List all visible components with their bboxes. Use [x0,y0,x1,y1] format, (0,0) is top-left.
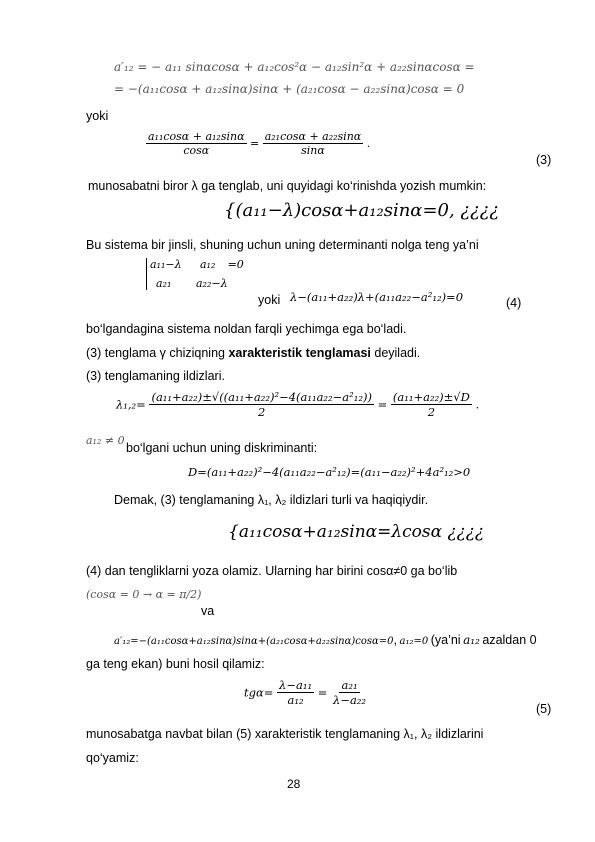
det-r1c1: a₁₁−λ [150,258,182,271]
paragraph-ildizlari: (3) tenglamaning ildizlari. [86,369,225,383]
system-of-equations-2: {a₁₁cosα+a₁₂sinα=λcosα ¿¿¿¿ [228,522,484,542]
eq3-rhs-denominator: sinα [301,144,325,157]
text-part: chiziqning [165,346,229,360]
tg-numerator-2: a₂₁ [341,678,358,692]
a12-symbol: a₁₂ [463,633,480,647]
paragraph-demak: Demak, (3) tenglamaning λ₁, λ₂ ildizlari turli va haqiqiydir. [114,493,429,507]
equation-discriminant: D=(a₁₁+a₂₂)²−4(a₁₁a₂₂−a²₁₂)=(a₁₁−a₂₂)²+4a²₁₂>0 [188,465,471,479]
eq3-lhs-fraction [146,130,247,157]
equation-number-3: (3) [536,153,552,167]
paragraph-munosabatga: munosabatga navbat bilan (5) xarakteristik tenglamaning λ₁, λ₂ ildizlarini [86,727,484,741]
lambda-lhs: λ₁,₂= [116,397,146,412]
equation-a12-prime: a′₁₂=−(a₁₁cosα+a₁₂sinα)sinα+(a₂₁cosα+a₂₂sinα)cosα=0 [114,636,394,647]
eq3-rhs-numerator: a₂₁cosα + a₂₂sinα [264,130,362,143]
tg-lhs: tgα= [244,685,274,700]
system-of-equations-1: {(a₁₁−λ)cosα+a₁₂sinα=0, ¿¿¿¿ [224,200,500,221]
lambda-fraction-1 [149,390,373,419]
gamma-symbol: γ [159,346,166,360]
paragraph-munosabatni: munosabatni biror λ ga tenglab, uni quyidagi ko‘rinishda yozish mumkin: [88,179,487,193]
tg-denominator-2: λ−a₂₂ [333,693,367,707]
va-text: va [201,604,215,618]
det-equals-zero: =0 [227,258,244,271]
page-number: 28 [287,777,301,791]
equation-top-line-1: a′₁₂ = − a₁₁ sinαcosα + a₁₂cos²α − a₁₂sin²α + a₂₂sinαcosα = [114,60,475,74]
det-r2c1: a₂₁ [156,277,172,290]
paragraph-qoyamiz: qo‘yamiz: [86,751,139,765]
eq3-lhs-numerator: a₁₁cosα + a₁₂sinα [148,130,245,143]
comma: , [393,633,397,647]
determinant-matrix [146,258,228,290]
det-r1c2: a₁₂ [200,258,216,271]
eq3-rhs-fraction [263,130,364,157]
equation-top-line-2: = −(a₁₁cosα + a₁₂sinα)sinα + (a₂₁cosα − a₂₂sinα)cosα = 0 [114,82,465,96]
paragraph-bolgandagina: bo‘lgandagina sistema noldan farqli yechimga ega bo‘ladi. [86,322,407,336]
term-xarakteristik-tenglamasi: xarakteristik tenglamasi [228,346,371,360]
paragraph-ga-teng: ga teng ekan) buni hosil qilamiz: [86,657,265,671]
eq3-lhs-denominator: cosα [183,144,210,157]
equation-number-5: (5) [536,702,552,716]
tg-denominator-1: a₁₂ [287,693,304,707]
lambda-period: . [475,397,480,412]
lambda-denominator-1: 2 [258,405,266,419]
text-part: deyiladi. [370,346,421,360]
yani-text: (ya’ni [430,633,461,647]
determinant [146,258,244,290]
lambda-numerator-1: (a₁₁+a₂₂)±√((a₁₁+a₂₂)²−4(a₁₁a₂₂−a²₁₂)) [151,390,372,404]
a12-equals-zero: a₁₂=0 [399,636,429,647]
lambda-equals: = [377,397,388,412]
lambda-formula [116,390,479,419]
tg-fraction-1 [277,678,314,707]
yoki-text-2: yoki [258,293,281,307]
cos-condition: (cosα = 0 → α = π/2) [86,588,202,601]
azaldan-text: azaldan 0 [482,633,537,647]
tg-fraction-2 [331,678,368,707]
paragraph-xarakteristik [86,346,420,360]
lambda-fraction-2 [391,390,472,419]
lambda-numerator-2: (a₁₁+a₂₂)±√D [392,390,470,404]
paragraph-diskriminant: bo‘lgani uchun uning diskriminanti: [126,441,318,455]
equation-4: λ−(a₁₁+a₂₂)λ+(a₁₁a₂₂−a²₁₂)=0 [290,290,464,304]
tg-equals: = [317,685,328,700]
equation-5 [244,678,368,707]
lambda-denominator-2: 2 [427,405,436,419]
tg-numerator-1: λ−a₁₁ [279,678,313,692]
equation-a12-prime-line [114,633,537,647]
a12-neq-zero: a₁₂ ≠ 0 [86,434,125,447]
text-part: (3) tenglama [86,346,160,360]
paragraph-4-dan: (4) dan tengliklarni yoza olamiz. Ularning har birini cosα≠0 ga bo‘lib [86,564,458,578]
equation-number-4: (4) [506,296,522,310]
yoki-text: yoki [86,109,109,123]
equation-3: $\frac{\text{a₁₁cosα + a₁₂sinα}}{\cos\alpha}$ = $\frac{\text{a₂₁cosα + a₂₂sinα}}{\sin\alpha}$ . [148,130,371,157]
paragraph-bu-sistema: Bu sistema bir jinsli, shuning uchun uning determinanti nolga teng ya’ni [86,238,479,252]
det-r2c2: a₂₂−λ [196,277,228,290]
